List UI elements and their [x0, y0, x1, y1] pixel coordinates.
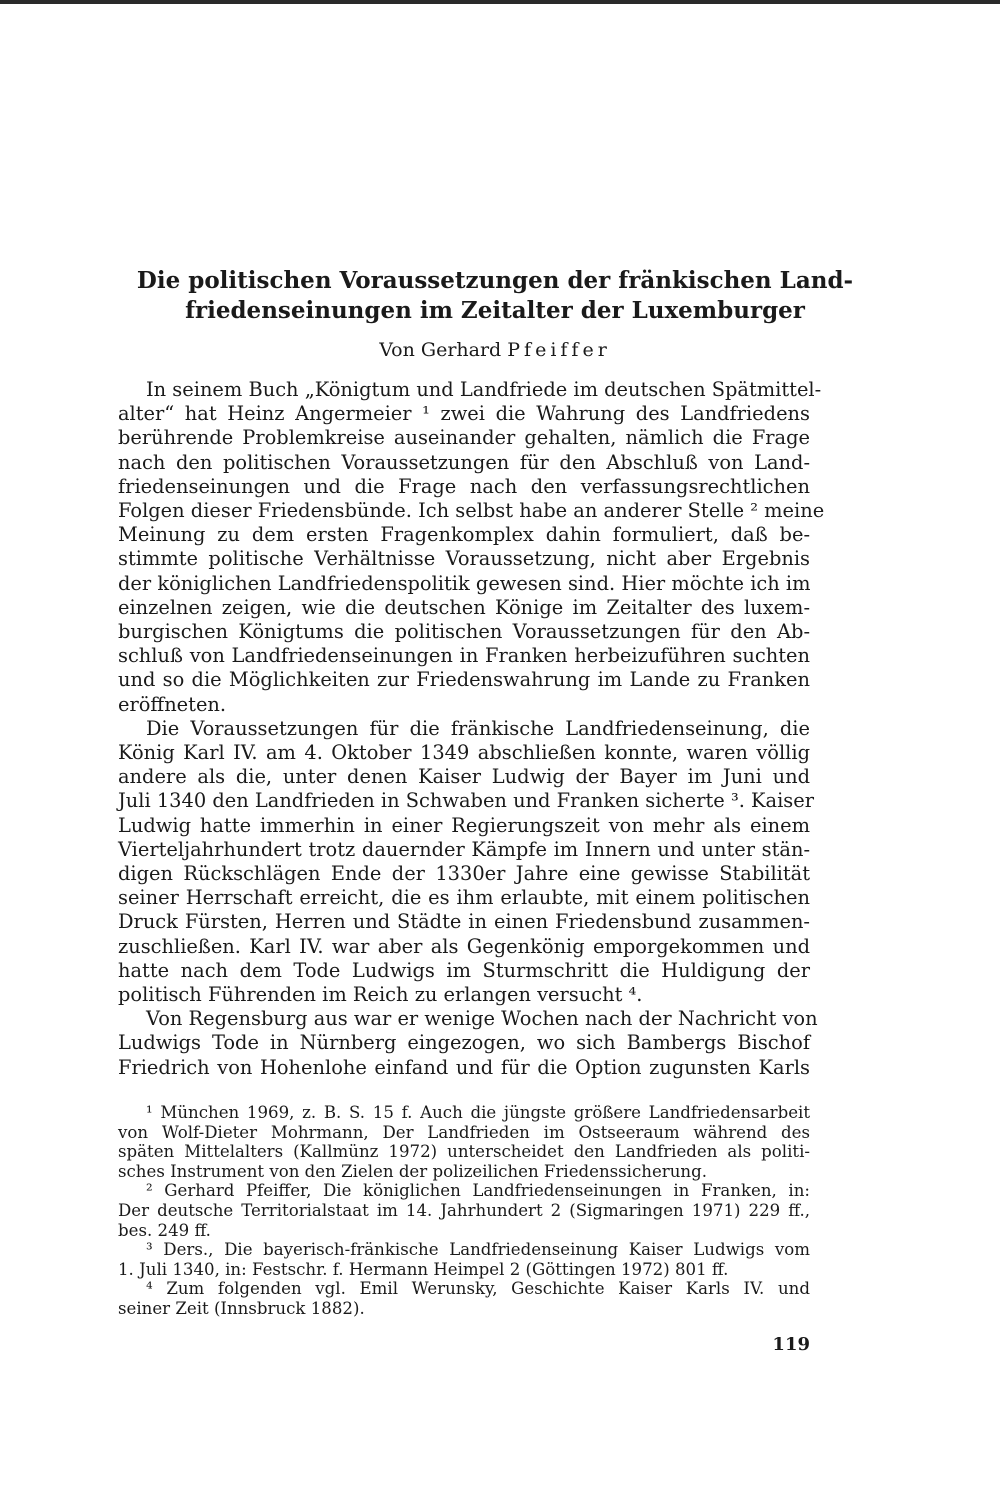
body-line: Von Regensburg aus war er wenige Wochen nach der Nachricht von — [146, 1007, 818, 1031]
body-line: eröffneten. — [118, 692, 227, 716]
body-line: friedenseinungen und die Frage nach den verfassungsrechtlichen — [118, 474, 810, 498]
body-line: nach den politischen Voraussetzungen für den Abschluß von Land- — [118, 450, 810, 474]
footnote-line: Der deutsche Territorialstaat im 14. Jahrhundert 2 (Sigmaringen 1971) 229 ff., — [118, 1200, 810, 1220]
body-line: politisch Führenden im Reich zu erlangen versucht ⁴. — [118, 983, 643, 1007]
byline-prefix: Von Gerhard — [379, 339, 502, 361]
footnote-line: ¹ München 1969, z. B. S. 15 f. Auch die jüngste größere Landfriedensarbeit — [146, 1103, 810, 1122]
body-line: seiner Herrschaft erreicht, die es ihm erlaubte, mit einem politischen — [118, 886, 810, 910]
body-line: stimmte politische Verhältnisse Voraussetzung, nicht aber Ergebnis — [118, 547, 810, 571]
body-line: hatte nach dem Tode Ludwigs im Sturmschritt die Huldigung der — [118, 958, 810, 982]
title-line: Die politischen Voraussetzungen der fränkischen Land- — [136, 267, 854, 294]
body-line: burgischen Königtums die politischen Voraussetzungen für den Ab- — [118, 620, 810, 644]
footnotes — [118, 1103, 810, 1319]
body-line: digen Rückschlägen Ende der 1330er Jahre eine gewisse Stabilität — [118, 862, 810, 886]
body-line: schluß von Landfriedenseinungen in Franken herbeizuführen suchten — [118, 644, 810, 668]
body-line: zuschließen. Karl IV. war aber als Gegenkönig emporgekommen und — [118, 934, 810, 958]
author-byline — [100, 338, 890, 362]
body-line: Folgen dieser Friedensbünde. Ich selbst habe an anderer Stelle ² meine — [118, 499, 825, 523]
body-line: Juli 1340 den Landfrieden in Schwaben und Franken sicherte ³. Kaiser — [118, 789, 814, 813]
body-line: alter“ hat Heinz Angermeier ¹ zwei die Wahrung des Landfriedens — [118, 402, 810, 426]
body-line: andere als die, unter denen Kaiser Ludwig der Bayer im Juni und — [118, 765, 810, 789]
body-line: Die Voraussetzungen für die fränkische Landfriedenseinung, die — [146, 716, 810, 740]
body-line: Friedrich von Hohenlohe einfand und für die Option zugunsten Karls — [118, 1055, 810, 1079]
body-line: König Karl IV. am 4. Oktober 1349 abschließen konnte, waren völlig — [118, 741, 810, 765]
page-number: 119 — [772, 1334, 810, 1355]
footnote-line: von Wolf-Dieter Mohrmann, Der Landfrieden im Ostseeraum während des — [118, 1122, 810, 1142]
body-line: und so die Möglichkeiten zur Friedenswahrung im Lande zu Franken — [118, 668, 810, 692]
footnote-line: bes. 249 ff. — [118, 1220, 211, 1240]
body-line: Ludwigs Tode in Nürnberg eingezogen, wo sich Bambergs Bischof — [118, 1031, 810, 1055]
body-line: Druck Fürsten, Herren und Städte in einen Friedensbund zusammen- — [118, 910, 810, 934]
body-line: berührende Problemkreise auseinander gehalten, nämlich die Frage — [118, 426, 810, 450]
footnote-line: späten Mittelalters (Kallmünz 1972) unterscheidet den Landfrieden als politi- — [118, 1142, 810, 1162]
body-line: In seinem Buch „Königtum und Landfriede im deutschen Spätmittel- — [146, 378, 822, 401]
footnote-line: seiner Zeit (Innsbruck 1882). — [118, 1298, 365, 1318]
footnote-line: 1. Juli 1340, in: Festschr. f. Hermann Heimpel 2 (Göttingen 1972) 801 ff. — [118, 1259, 729, 1279]
body-line: der königlichen Landfriedenspolitik gewesen sind. Hier möchte ich im — [118, 571, 811, 595]
body-line: Meinung zu dem ersten Fragenkomplex dahin formuliert, daß be- — [118, 523, 810, 547]
author-surname: Pfeiffer — [507, 339, 611, 361]
footnote-line: sches Instrument von den Zielen der polizeilichen Friedenssicherung. — [118, 1161, 707, 1181]
body-line: einzelnen zeigen, wie die deutschen Könige im Zeitalter des luxem- — [118, 595, 810, 619]
footnote-line: ² Gerhard Pfeiffer, Die königlichen Landfriedenseinungen in Franken, in: — [146, 1181, 810, 1201]
article-body — [118, 378, 825, 1080]
body-line: Vierteljahrhundert trotz dauernder Kämpfe im Innern und unter stän- — [118, 837, 810, 861]
body-line: Ludwig hatte immerhin in einer Regierungszeit von mehr als einem — [118, 813, 810, 837]
footnote-line: ⁴ Zum folgenden vgl. Emil Werunsky, Geschichte Kaiser Karls IV. und — [146, 1279, 810, 1299]
footnote-line: ³ Ders., Die bayerisch-fränkische Landfriedenseinung Kaiser Ludwigs vom — [146, 1240, 810, 1260]
article-title — [100, 266, 890, 326]
title-line: friedenseinungen im Zeitalter der Luxemburger — [185, 297, 805, 324]
